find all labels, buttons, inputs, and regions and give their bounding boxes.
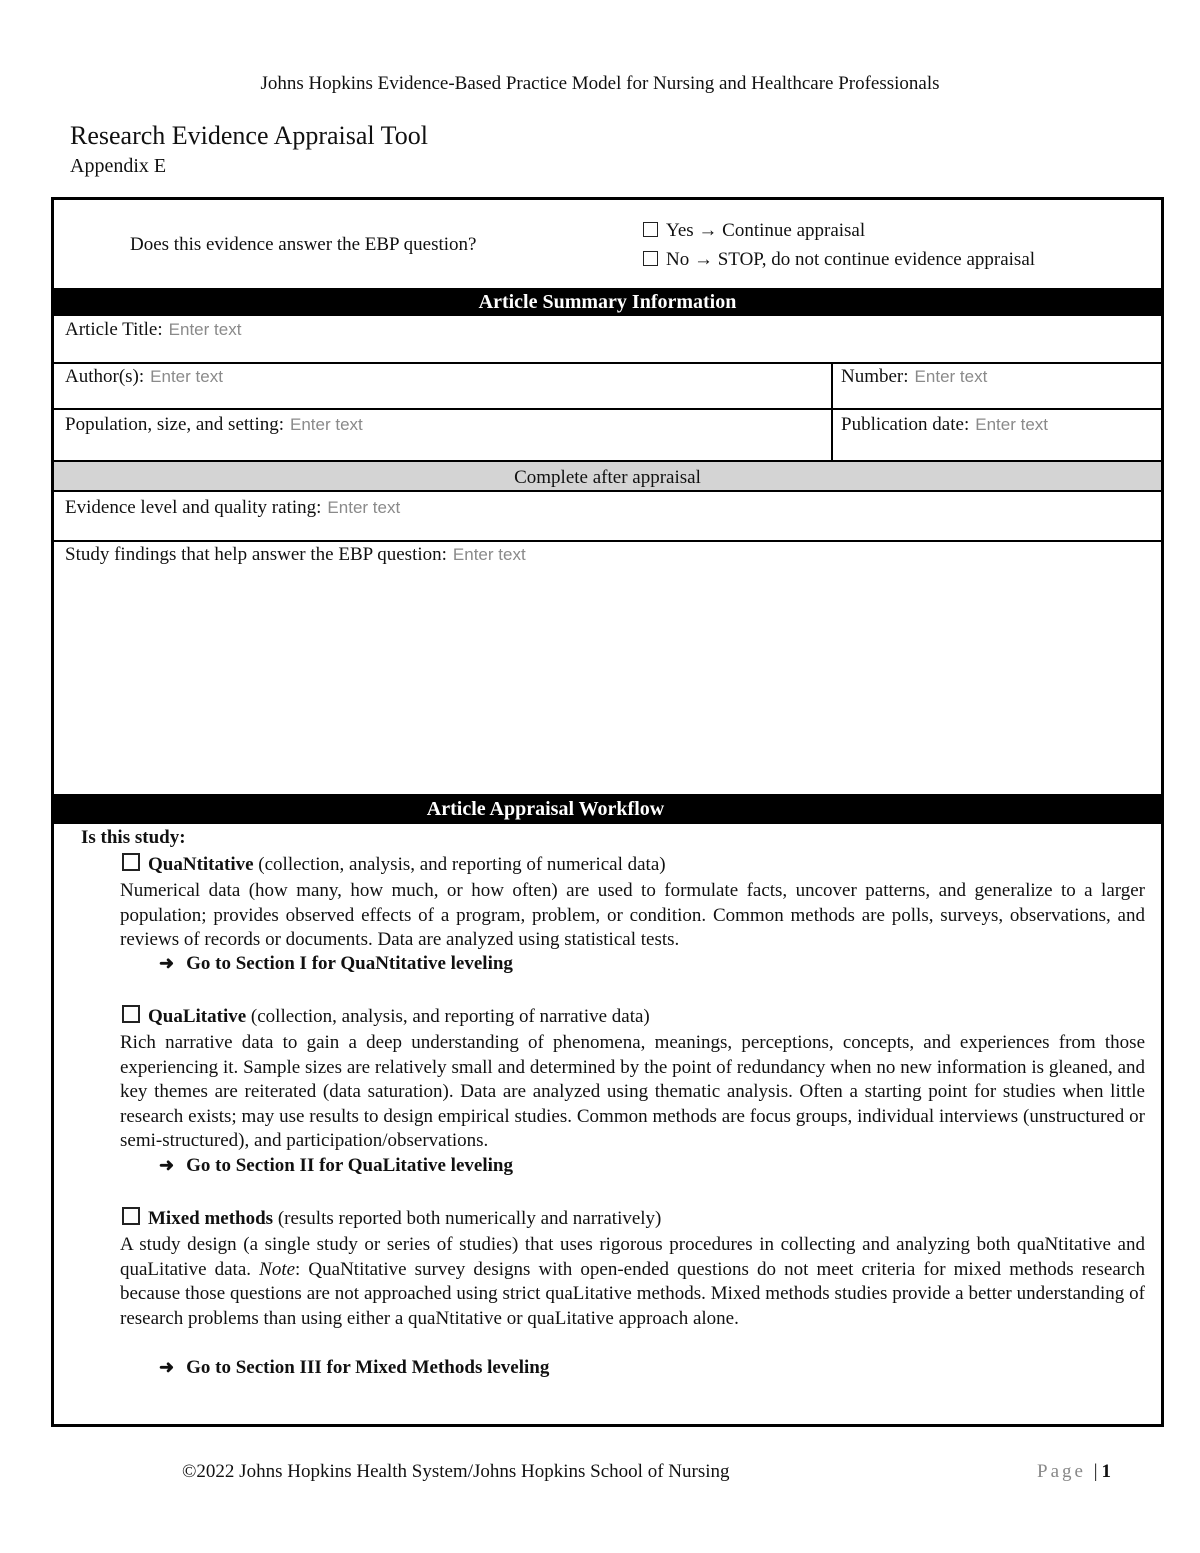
- article-title-input[interactable]: Enter text: [168, 320, 242, 339]
- arrow-right-icon: →: [698, 220, 718, 241]
- workflow-heading-text: Article Appraisal Workflow: [426, 798, 665, 820]
- study-findings-input[interactable]: Enter text: [452, 545, 526, 564]
- qualitative-go-text: Go to Section II for QuaLitative leveling: [186, 1155, 513, 1176]
- column-divider: [831, 362, 833, 460]
- quantitative-label: QuaNtitative: [148, 854, 254, 875]
- mixed-methods-body-2: : QuaNtitative survey designs with open-ended questions do not meet criteria for mixed methods research because those questions are not approached using strict quaLitative methods. Mixed methods studies provide a better understanding of research problems than using either a quaNtitative or quaLitative approach alone.: [120, 1258, 1146, 1329]
- mixed-methods-go-text: Go to Section III for Mixed Methods leveling: [186, 1357, 550, 1378]
- population-field[interactable]: [65, 414, 363, 436]
- qualitative-label: QuaLitative: [148, 1006, 247, 1027]
- screening-question: Does this evidence answer the EBP question?: [130, 234, 477, 255]
- evidence-level-input[interactable]: Enter text: [327, 498, 401, 517]
- article-title-label: Article Title:: [65, 319, 163, 340]
- no-label: No: [666, 249, 690, 270]
- article-summary-header: Article Summary Information: [54, 288, 1161, 316]
- qualitative-option[interactable]: [122, 1005, 650, 1028]
- qualitative-desc: (collection, analysis, and reporting of narrative data): [250, 1006, 650, 1027]
- article-title-field[interactable]: [65, 319, 241, 341]
- quantitative-description: Numerical data (how many, how much, or how often) are used to formulate facts, uncover patterns, and generalize to a larger population; provides observed effects of a program, problem, or condition. Common methods are polls, surveys, observations, and reviews of records or documents. Data are analyzed using statistical tests.: [120, 880, 1145, 950]
- no-checkbox[interactable]: [643, 251, 658, 266]
- arrow-right-icon: ➜: [159, 1155, 175, 1175]
- yes-label: Yes: [666, 220, 694, 241]
- appraisal-form: [51, 197, 1164, 1427]
- evidence-level-label: Evidence level and quality rating:: [65, 497, 322, 518]
- publication-date-field[interactable]: [841, 414, 1048, 436]
- study-findings-field[interactable]: [65, 544, 526, 566]
- mixed-methods-go-to: [159, 1357, 549, 1379]
- population-label: Population, size, and setting:: [65, 414, 285, 435]
- qualitative-checkbox[interactable]: [122, 1005, 140, 1023]
- yes-action: Continue appraisal: [722, 220, 866, 241]
- page-title: Research Evidence Appraisal Tool: [70, 121, 428, 150]
- page-label: Page: [1037, 1461, 1086, 1482]
- mixed-methods-label: Mixed methods: [148, 1208, 274, 1229]
- mixed-methods-option[interactable]: [122, 1207, 661, 1230]
- publication-date-label: Publication date:: [841, 414, 970, 435]
- study-findings-label: Study findings that help answer the EBP question:: [65, 544, 447, 565]
- article-appraisal-workflow-header: [54, 794, 1161, 824]
- page-number: [1037, 1461, 1111, 1483]
- arrow-right-icon: ➜: [159, 1357, 175, 1377]
- no-option[interactable]: [643, 249, 1035, 271]
- workflow-intro: Is this study:: [81, 827, 186, 848]
- quantitative-go-to: [159, 953, 513, 975]
- authors-input[interactable]: Enter text: [150, 367, 223, 386]
- mixed-methods-body-1: A study design (a single study or series of studies) that uses rigorous procedures in collecting and analyzing both quaNtitative and quaLitative data.: [120, 1234, 1145, 1280]
- evidence-level-field[interactable]: [65, 497, 400, 519]
- authors-field[interactable]: [65, 366, 223, 388]
- yes-option[interactable]: [643, 220, 865, 242]
- complete-after-appraisal-header: Complete after appraisal: [54, 460, 1161, 492]
- mixed-methods-note-label: Note: [259, 1258, 296, 1280]
- quantitative-desc: (collection, analysis, and reporting of numerical data): [258, 854, 666, 875]
- qualitative-description: Rich narrative data to gain a deep understanding of phenomena, meanings, perceptions, concepts, and experiences from those experiencing it. Sample sizes are relatively small and determined by the point of redundancy when no new information is gleaned, and key themes are reiterated (data saturation). Data are analyzed using thematic analysis. Often a starting point for studies when little research exists; may use results to design empirical studies. Common methods are focus groups, individual interviews (unstructured or semi-structured), and participation/observations.: [120, 1032, 1145, 1151]
- divider: [54, 540, 1161, 542]
- quantitative-go-text: Go to Section I for QuaNtitative leveling: [186, 953, 513, 974]
- publication-date-input[interactable]: Enter text: [975, 415, 1048, 434]
- yes-checkbox[interactable]: [643, 222, 658, 237]
- authors-label: Author(s):: [65, 366, 145, 387]
- number-label: Number:: [841, 366, 909, 387]
- number-input[interactable]: Enter text: [914, 367, 988, 386]
- divider: [54, 408, 1161, 410]
- arrow-right-icon: ➜: [159, 953, 175, 973]
- footer-copyright: ©2022 Johns Hopkins Health System/Johns Hopkins School of Nursing: [182, 1461, 730, 1482]
- mixed-methods-description: [120, 1233, 1145, 1331]
- quantitative-option[interactable]: [122, 853, 666, 876]
- no-action: STOP, do not continue evidence appraisal: [717, 249, 1036, 270]
- page-separator: |: [1093, 1461, 1098, 1482]
- page-subtitle: Appendix E: [70, 155, 167, 177]
- population-input[interactable]: Enter text: [290, 415, 363, 434]
- arrow-right-icon: →: [693, 249, 713, 270]
- qualitative-go-to: [159, 1155, 513, 1177]
- quantitative-checkbox[interactable]: [122, 853, 140, 871]
- running-header: Johns Hopkins Evidence-Based Practice Model for Nursing and Healthcare Professionals: [260, 73, 940, 94]
- divider: [54, 362, 1161, 364]
- mixed-methods-checkbox[interactable]: [122, 1207, 140, 1225]
- mixed-methods-desc: (results reported both numerically and narratively): [277, 1208, 662, 1229]
- page-number-value: 1: [1101, 1461, 1111, 1482]
- screening-row: [54, 200, 1161, 288]
- number-field[interactable]: [841, 366, 987, 388]
